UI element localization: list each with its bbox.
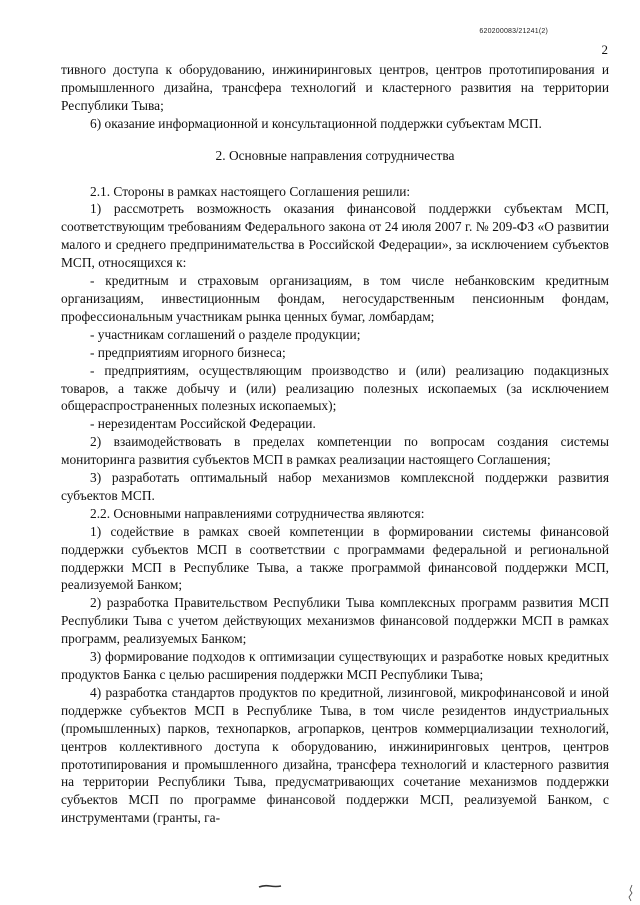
scan-artifact-mark (258, 884, 282, 889)
paragraph-2-1-item-1: 1) рассмотреть возможность оказания финансовой поддержки субъектам МСП, соответствующим требованиям Федерального закона от 24 июля 2007 г. № 209-ФЗ «О развитии малого и среднего предпринимательства в Российской Федерации», за исключением субъектов МСП, относящихся к: (61, 201, 609, 271)
exclusion-nonresidents: - нерезидентам Российской Федерации. (90, 416, 316, 432)
document-body (61, 61, 609, 827)
exclusion-excise-mining: - предприятиям, осуществляющим производство и (или) реализацию подакцизных товаров, а также добычу и (или) реализацию полезных ископаемых (за исключением общераспространенных полезных ископаемых); (61, 362, 609, 414)
paragraph-continued: тивного доступа к оборудованию, инжиниринговых центров, центров прототипирования и промышленного дизайна, трансфера технологий и кластерного развития на территории Республики Тыва; (61, 62, 609, 113)
document-id: 620200083/21241(2) (479, 28, 548, 35)
corner-stamp-mark (626, 884, 634, 902)
paragraph-2-2-item-1: 1) содействие в рамках своей компетенции в формировании системы финансовой поддержки субъектов МСП в соответствии с программами федеральной и региональной поддержки МСП в Республике Тыва, а также программой финансовой поддержки МСП, реализуемой Банком; (61, 523, 609, 593)
page-number: 2 (601, 42, 608, 57)
section-title: 2. Основные направления сотрудничества (215, 147, 455, 163)
paragraph-2-2: 2.2. Основными направлениями сотрудничества являются: (90, 505, 425, 521)
paragraph-2-2-item-4: 4) разработка стандартов продуктов по кредитной, лизинговой, микрофинансовой и иной поддержке субъектов МСП в Республике Тыва, в том числе резидентов индустриальных (промышленных) парков, технопарков, агропарков, центров коммерциализации технологий, центров коллективного доступа к оборудованию, инжиниринговых центров, центров прототипирования и промышленного дизайна, трансфера технологий и кластерного развития на территории Республики Тыва, предусматривающих сочетание механизмов поддержки субъектов МСП по программе финансовой поддержки МСП, реализуемой Банком, с инструментами (гранты, га- (61, 684, 609, 826)
paragraph-2-2-item-3: 3) формирование подходов к оптимизации существующих и разработке новых кредитных продуктов Банка с целью расширения поддержки МСП Республики Тыва; (61, 649, 609, 682)
paragraph-2-1-item-2: 2) взаимодействовать в пределах компетенции по вопросам создания системы мониторинга развития субъектов МСП в рамках реализации настоящего Соглашения; (61, 434, 609, 468)
paragraph-2-1: 2.1. Стороны в рамках настоящего Соглашения решили: (90, 183, 411, 199)
exclusion-gambling: - предприятиям игорного бизнеса; (90, 344, 286, 360)
exclusion-production-sharing: - участникам соглашений о разделе продукции; (90, 326, 361, 342)
exclusion-credit-insurance: - кредитным и страховым организациям, в том числе небанковским кредитным организациям, инвестиционным фондам, негосударственным пенсионным фондам, профессиональным участникам рынка ценных бумаг, ломбардам; (61, 273, 609, 324)
paragraph-item-6: 6) оказание информационной и консультационной поддержки субъектам МСП. (90, 115, 542, 131)
paragraph-2-1-item-3: 3) разработать оптимальный набор механизмов комплексной поддержки развития субъектов МСП. (61, 470, 609, 503)
paragraph-2-2-item-2: 2) разработка Правительством Республики Тыва комплексных программ развития МСП Республики Тыва с учетом действующих механизмов финансовой поддержки МСП в рамках программ, реализуемых Банком; (61, 595, 609, 647)
